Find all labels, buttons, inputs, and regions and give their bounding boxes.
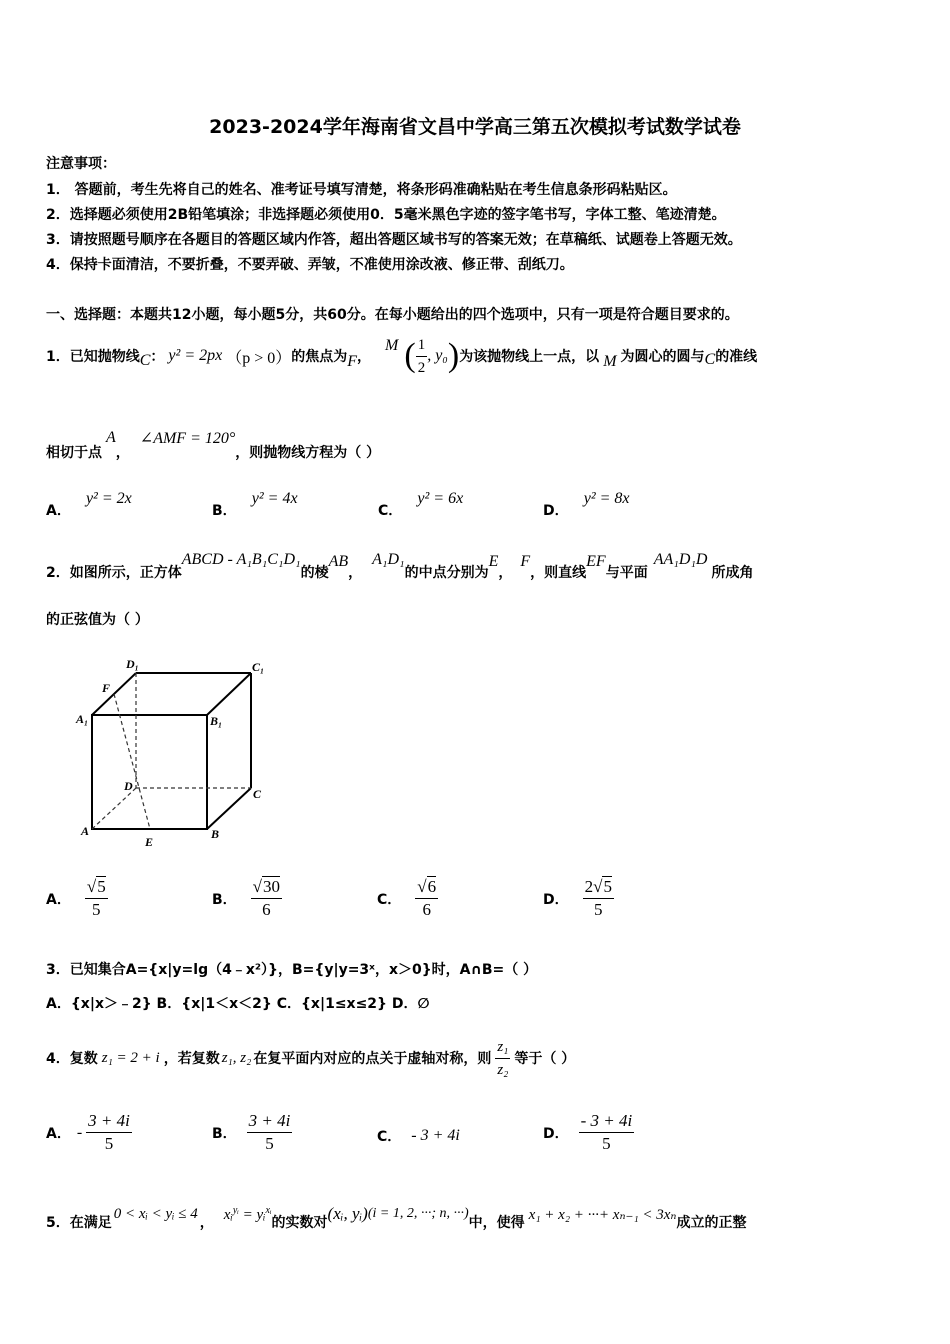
question-3-text: 3．已知集合A={x|y=lg（4﹣x²）}，B={y|y=3ˣ，x＞0}时，A∩B=（ ） [46, 962, 538, 978]
q1-option-d-label: D． [543, 503, 569, 519]
q5-text-1: 5．在满足 [46, 1215, 112, 1231]
q1-comma-2: ， [115, 445, 130, 461]
q2-option-d-rad: 5 [603, 877, 612, 896]
q5-pow-base-2: yᵢ [256, 1206, 266, 1223]
q1-option-d-expr: y² = 8x [583, 490, 630, 507]
q4-option-b-fraction [247, 1110, 293, 1155]
q4-z1-z2: z₁, z₂ [221, 1049, 252, 1066]
q4-option-c-expr: - 3 + 4i [411, 1127, 460, 1144]
notice-heading: 注意事项： [46, 156, 116, 172]
q2-comma: ， [348, 565, 363, 581]
q1-left-paren: ( [404, 337, 416, 374]
q2-text-6: 所成角 [711, 565, 754, 581]
q4-option-a-label: A． [46, 1125, 71, 1142]
q4-text-3: 在复平面内对应的点关于虚轴对称，则 [253, 1051, 492, 1067]
q2-text-7: 的正弦值为（ ） [46, 612, 149, 628]
question-4-line [46, 1030, 575, 1086]
q2-edge-ab: AB [328, 553, 349, 570]
q1-angle: ∠AMF = 120° [139, 430, 236, 447]
notice-item-4: 4．保持卡面清洁，不要折叠，不要弄破、弄皱，不准使用涂改液、修正带、刮纸刀。 [46, 257, 574, 273]
question-2-line-1 [46, 544, 753, 584]
label-a1: A₁ [76, 712, 89, 726]
label-f: F [102, 681, 111, 695]
notice-item-1: 1． 答题前，考生先将自己的姓名、准考证号填写清楚，将条形码准确粘贴在考生信息条形码粘贴区。 [46, 182, 677, 198]
question-3-options: A．{x|x＞﹣2} B．{x|1＜x＜2} C．{x|1≤x≤2} D．∅ [46, 996, 430, 1012]
q1-var-m: M [385, 337, 399, 354]
question-1-line-2 [46, 424, 380, 464]
q1-option-c[interactable] [378, 488, 464, 519]
q4-option-b-label: B． [212, 1125, 237, 1142]
q1-text-6: 相切于点 [46, 445, 102, 461]
q5-text-5: 成立的正整 [676, 1215, 747, 1231]
q2-option-c-label: C． [377, 891, 402, 908]
q2-option-b[interactable] [212, 876, 282, 921]
cube-solid-edges [92, 673, 251, 829]
q2-text-5: 与平面 [605, 565, 648, 581]
q1-option-a-expr: y² = 2x [85, 490, 132, 507]
q1-right-paren: ) [447, 337, 460, 374]
q2-option-d-den: 5 [594, 900, 603, 919]
label-a: A [81, 824, 90, 838]
q2-option-d-fraction [583, 876, 614, 921]
edge-b-c [207, 788, 251, 829]
q5-text-3: 的实数对 [271, 1215, 328, 1231]
q2-edge-a1d1: A₁D₁ [372, 551, 405, 568]
q2-text-4: ，则直线 [530, 565, 587, 581]
q2-option-a[interactable] [46, 876, 108, 921]
q1-text-7: ，则抛物线方程为（ ） [235, 445, 381, 461]
q2-option-c-fraction [415, 876, 438, 921]
q2-text-3: 的中点分别为 [404, 565, 489, 581]
q5-pair: (xᵢ, yᵢ) [327, 1204, 368, 1223]
label-d1: D₁ [126, 657, 139, 671]
section-heading: 一、选择题：本题共12小题，每小题5分，共60分。在每小题给出的四个选项中，只有一项是符合题目要求的。 [46, 307, 739, 323]
q2-option-c-den: 6 [422, 900, 431, 919]
q2-option-d-coef: 2 [584, 877, 594, 896]
q5-pow-base-1: xᵢ [223, 1206, 233, 1223]
q2-option-c[interactable] [377, 876, 438, 921]
q1-var-c2: C [704, 351, 716, 368]
q4-ratio-den: z₂ [497, 1061, 509, 1078]
q4-option-d-num: - 3 + 4i [579, 1110, 635, 1133]
q4-option-a-num: 3 + 4i [86, 1110, 132, 1133]
q2-point-e: E [488, 553, 499, 570]
q5-text-4: 中，使得 [468, 1215, 525, 1231]
q5-text-2: ， [199, 1215, 214, 1231]
q4-option-c-label: C． [377, 1129, 402, 1145]
q4-option-d-fraction [579, 1110, 635, 1155]
q4-option-b-den: 5 [265, 1134, 274, 1153]
q2-option-a-label: A． [46, 891, 71, 908]
q4-text-2: ，若复数 [163, 1051, 220, 1067]
q2-option-b-label: B． [212, 891, 237, 908]
q1-option-b-label: B． [212, 503, 237, 519]
q2-option-b-num: √30 [251, 876, 282, 899]
q1-option-c-label: C． [378, 503, 403, 519]
q5-pow-exp-1: yᵢ [232, 1204, 239, 1216]
q1-equation: y² = 2px [168, 347, 223, 364]
q4-option-a[interactable] [46, 1110, 132, 1155]
notice-item-2: 2．选择题必须使用2B铅笔填涂；非选择题必须使用0．5毫米黑色字迹的签字笔书写，字体工整、笔迹清楚。 [46, 207, 726, 223]
q2-option-a-rad: 5 [97, 877, 106, 896]
q1-option-b-expr: y² = 4x [251, 490, 298, 507]
edge-b1-c1 [207, 673, 251, 715]
q5-power-equation [224, 1205, 272, 1224]
q4-ratio-fraction [495, 1036, 510, 1081]
q2-option-b-rad: 30 [263, 877, 281, 896]
q2-option-a-num: √5 [85, 876, 108, 899]
q1-condition: （p > 0） [226, 349, 292, 367]
question-1-options [46, 488, 906, 520]
q1-option-b[interactable] [212, 488, 298, 519]
q1-text-4: 为圆心的圆与 [620, 349, 705, 365]
question-4-options [46, 1110, 906, 1162]
q2-option-d-label: D． [543, 891, 569, 908]
label-c: C [253, 787, 262, 801]
label-e: E [145, 835, 154, 849]
q5-pow-exp-2: xᵢ [265, 1204, 272, 1216]
q1-option-d[interactable] [543, 488, 630, 519]
notice-item-3: 3．请按照题号顺序在各题目的答题区域内作答，超出答题区域书写的答案无效；在草稿纸、试题卷上答题无效。 [46, 232, 742, 248]
q1-var-m2: M [603, 353, 617, 370]
q5-index: (i = 1, 2, ···; n, ···) [367, 1206, 469, 1221]
q2-option-d-num: 2√5 [583, 876, 614, 899]
question-5-line [46, 1196, 747, 1236]
cube-front-face [92, 715, 207, 829]
q2-option-a-den: 5 [92, 900, 101, 919]
q2-plane: AA₁D₁D [653, 551, 708, 568]
q1-option-a[interactable] [46, 488, 132, 519]
q2-option-b-fraction [251, 876, 282, 921]
q4-option-a-den: 5 [104, 1134, 114, 1153]
q5-sum-inequality: x₁ + x₂ + ···+ xₙ₋₁ < 3xₙ [528, 1206, 677, 1223]
q4-ratio-num: z₁ [495, 1036, 510, 1059]
label-b1: B₁ [210, 714, 223, 728]
q4-option-d-label: D． [543, 1125, 569, 1142]
q1-text-2: 的焦点为 [291, 349, 348, 365]
q2-option-c-rad: 6 [427, 877, 437, 896]
q2-cube: ABCD - A₁B₁C₁D₁ [181, 551, 301, 568]
edge-a-d [92, 788, 136, 829]
q2-option-b-den: 6 [262, 900, 271, 919]
q1-comma: ， [357, 349, 372, 365]
q2-option-a-fraction [85, 876, 108, 921]
q4-option-b[interactable] [212, 1110, 292, 1155]
q5-inequality: 0 < xᵢ < yᵢ ≤ 4 [113, 1205, 198, 1222]
q1-text-1: 1．已知抛物线 [46, 349, 140, 365]
label-b: B [211, 827, 220, 841]
q1-half-num: 1 [416, 334, 428, 357]
q4-option-b-num: 3 + 4i [247, 1110, 293, 1133]
q4-option-a-fraction [86, 1110, 132, 1155]
q1-var-f: F [347, 353, 358, 370]
q2-point-f: F [520, 553, 531, 570]
q2-option-c-num: √6 [415, 876, 438, 899]
q1-var-c: C [139, 352, 151, 369]
q1-var-a: A [106, 429, 116, 446]
cube-figure [74, 656, 274, 856]
q1-half-den: 2 [417, 359, 426, 376]
page-title: 2023-2024学年海南省文昌中学高三第五次模拟考试数学试卷 [209, 116, 741, 138]
q1-y0: , y₀ [427, 347, 448, 364]
q4-z1-equation: z₁ = 2 + i [101, 1049, 160, 1066]
q2-option-d[interactable] [543, 876, 614, 921]
q4-text-4: 等于（ ） [514, 1051, 576, 1067]
q4-option-c[interactable] [377, 1110, 460, 1162]
q1-colon: ： [150, 349, 165, 365]
q5-pow-eq: = [238, 1206, 257, 1223]
q4-text-1: 4．复数 [46, 1051, 98, 1067]
q2-text-1: 2．如图所示，正方体 [46, 565, 182, 581]
q1-half-fraction [416, 334, 428, 379]
q2-comma-2: ， [498, 565, 513, 581]
q4-option-d[interactable] [543, 1110, 634, 1155]
q4-option-a-sign: - [76, 1123, 83, 1141]
q1-text-3: 为该抛物线上一点，以 [459, 349, 600, 365]
q2-line-ef: EF [586, 553, 606, 570]
q1-text-5: 的准线 [715, 349, 758, 365]
q4-option-d-den: 5 [602, 1134, 611, 1153]
q2-text-2: 的棱 [300, 565, 329, 581]
question-2-options [46, 876, 906, 928]
question-1-line-1 [46, 336, 757, 376]
label-d: D [124, 779, 133, 793]
label-c1: C₁ [252, 660, 265, 674]
q1-option-a-label: A． [46, 503, 71, 519]
q1-option-c-expr: y² = 6x [417, 490, 464, 507]
